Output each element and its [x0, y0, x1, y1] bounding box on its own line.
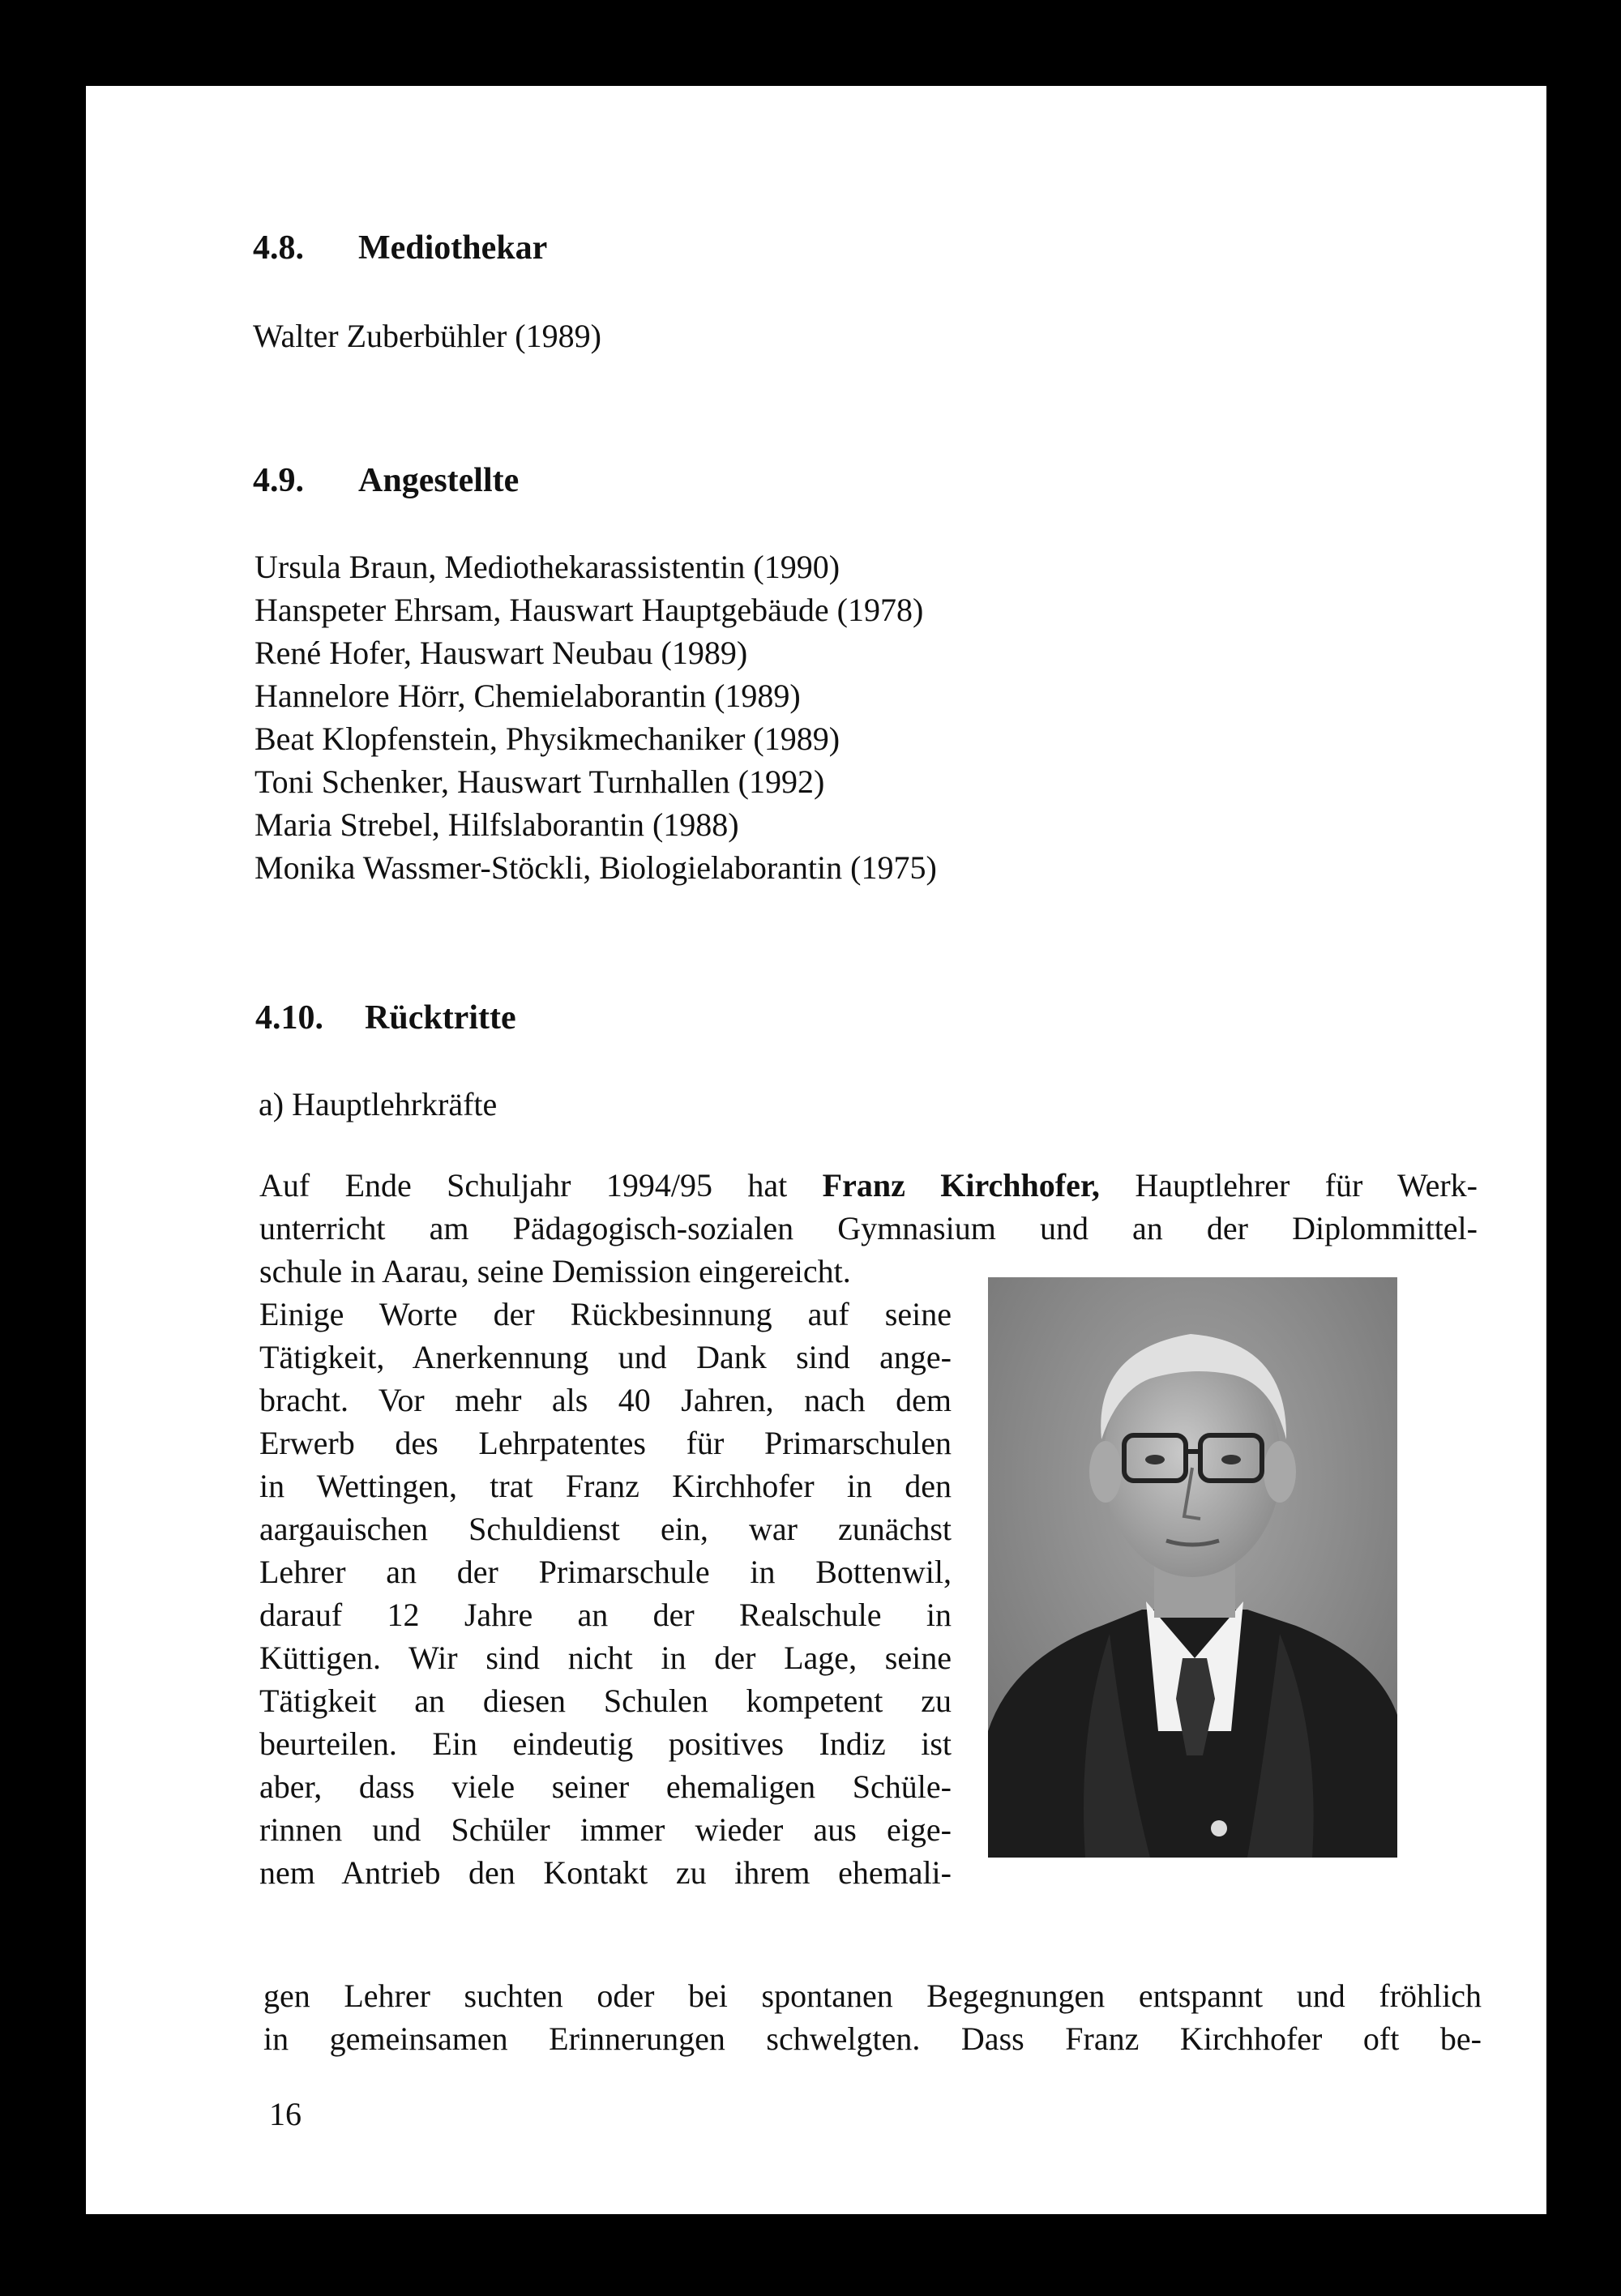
- paragraph-line: beurteilen. Ein eindeutig positives Indiz ist: [259, 1725, 952, 1762]
- paragraph-wrapped: [259, 1293, 952, 1894]
- paragraph-line: Lehrer an der Primarschule in Bottenwil,: [259, 1554, 952, 1590]
- paragraph-line: bracht. Vor mehr als 40 Jahren, nach dem: [259, 1382, 952, 1418]
- portrait-photo: [988, 1277, 1397, 1858]
- intro-text: Auf Ende Schuljahr 1994/95 hat: [259, 1167, 788, 1204]
- subheading-hauptlehrkraefte: a) Hauptlehrkräfte: [259, 1086, 498, 1122]
- jacket-button: [1211, 1820, 1227, 1836]
- paragraph-line: Einige Worte der Rückbesinnung auf seine: [259, 1296, 952, 1332]
- section-title: Mediothekar: [358, 229, 548, 267]
- paragraph-line: [259, 1164, 1478, 1207]
- paragraph-line: unterricht am Pädagogisch-sozialen Gymnasium und an der Diplommittel-: [259, 1210, 1478, 1246]
- paragraph-line: gen Lehrer suchten oder bei spontanen Begegnungen entspannt und fröhlich: [263, 1977, 1482, 2014]
- paragraph-line: darauf 12 Jahre an der Realschule in: [259, 1597, 952, 1633]
- staff-list-item: Maria Strebel, Hilfslaborantin (1988): [254, 806, 739, 843]
- paragraph-line: in gemeinsamen Erinnerungen schwelgten. Dass Franz Kirchhofer oft be-: [263, 2020, 1482, 2057]
- paragraph-bottom: [263, 1974, 1482, 2060]
- section-number: 4.10.: [255, 999, 323, 1037]
- section-number: 4.9.: [253, 462, 304, 499]
- staff-list-item: Ursula Braun, Mediothekarassistentin (1990): [254, 549, 840, 585]
- staff-list-item: Hannelore Hörr, Chemielaborantin (1989): [254, 678, 801, 714]
- paragraph-line: schule in Aarau, seine Demission eingereicht.: [259, 1253, 851, 1289]
- section-title: Rücktritte: [365, 999, 516, 1037]
- paragraph-line: Küttigen. Wir sind nicht in der Lage, seine: [259, 1640, 952, 1676]
- staff-list: [254, 545, 937, 889]
- staff-list-item: Monika Wassmer-Stöckli, Biologielaborantin (1975): [254, 849, 937, 886]
- paragraph-line: rinnen und Schüler immer wieder aus eige-: [259, 1811, 952, 1848]
- document-page: [86, 86, 1546, 2214]
- paragraph-line: Erwerb des Lehrpatentes für Primarschulen: [259, 1425, 952, 1461]
- staff-list-item: Beat Klopfenstein, Physikmechaniker (1989): [254, 720, 840, 757]
- section-number: 4.8.: [253, 229, 304, 267]
- intro-text: Hauptlehrer für Werk-: [1135, 1167, 1478, 1204]
- paragraph-line: nem Antrieb den Kontakt zu ihrem ehemali-: [259, 1854, 952, 1891]
- page-number: 16: [269, 2096, 302, 2132]
- staff-list-item: René Hofer, Hauswart Neubau (1989): [254, 635, 748, 671]
- paragraph-line: aargauischen Schuldienst ein, war zunächst: [259, 1511, 952, 1547]
- paragraph-line: Tätigkeit, Anerkennung und Dank sind ange-: [259, 1339, 952, 1375]
- portrait-photo-icon: [988, 1277, 1397, 1858]
- paragraph-line: Tätigkeit an diesen Schulen kompetent zu: [259, 1682, 952, 1719]
- section-heading-ruecktritte: [255, 998, 516, 1038]
- staff-list-item: Toni Schenker, Hauswart Turnhallen (1992): [254, 763, 825, 800]
- staff-list-item: Hanspeter Ehrsam, Hauswart Hauptgebäude (1978): [254, 592, 924, 628]
- section-title: Angestellte: [358, 462, 520, 499]
- paragraph-line: aber, dass viele seiner ehemaligen Schüle-: [259, 1768, 952, 1805]
- paragraph-top: [259, 1164, 1478, 1293]
- section-heading-angestellte: [253, 460, 519, 501]
- mediothekar-name: Walter Zuberbühler (1989): [253, 318, 601, 354]
- section-heading-mediothekar: [253, 228, 547, 268]
- person-name-bold: Franz Kirchhofer,: [822, 1167, 1100, 1204]
- paragraph-line: in Wettingen, trat Franz Kirchhofer in den: [259, 1468, 952, 1504]
